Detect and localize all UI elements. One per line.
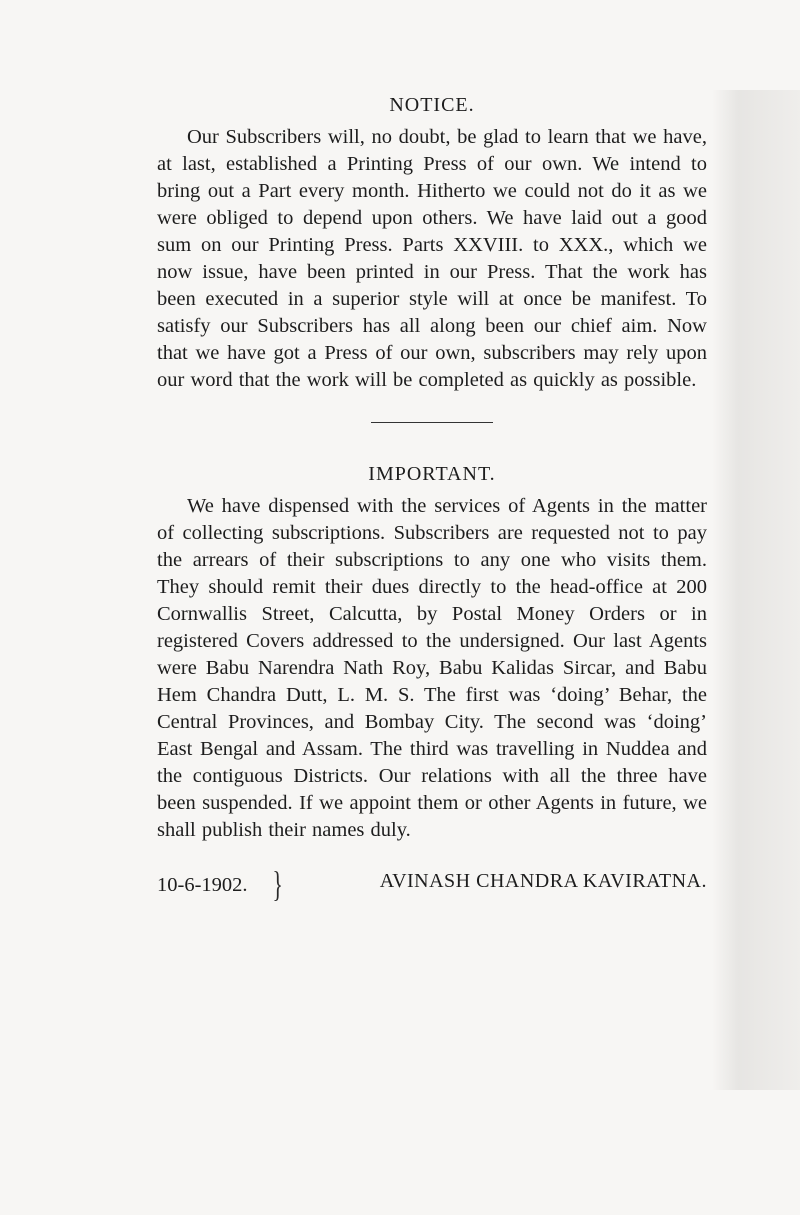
signature-row <box>157 864 707 908</box>
important-heading: IMPORTANT. <box>368 463 496 485</box>
signature-name: AVINASH CHANDRA KAVIRATNA. <box>379 870 707 892</box>
notice-heading: NOTICE. <box>389 94 475 116</box>
important-paragraph: We have dispensed with the services of Agents in the matter of collecting subscriptions. Subscribers are requested not to pay the arrears of their subscriptions to any one who visits them. They should remit their dues directly to the head-office at 200 Cornwallis Street, Calcutta, by Postal Money Orders or in registered Covers addressed to the undersigned. Our last Agents were Babu Narendra Nath Roy, Babu Kalidas Sircar, and Babu Hem Chandra Dutt, L. M. S. The first was ‘doing’ Behar, the Central Provinces, and Bombay City. The second was ‘doing’ East Bengal and Assam. The third was travelling in Nuddea and the contiguous Districts. Our relations with all the three have been suspended. If we appoint them or other Agents in future, we shall publish their names duly. <box>157 495 707 841</box>
signature-date: 10-6-1902. <box>157 874 248 896</box>
notice-paragraph: Our Subscribers will, no doubt, be glad to learn that we have, at last, established a Printing Press of our own. We intend to bring out a Part every month. Hitherto we could not do it as we were obliged to depend upon others. We have laid out a good sum on our Printing Press. Parts XXVIII. to XXX., which we now issue, have been printed in our Press. That the work has been executed in a superior style will at once be manifest. To satisfy our Subscribers has all along been our chief aim. Now that we have got a Press of our own, subscribers may rely upon our word that the work will be completed as quickly as possible. <box>157 126 707 391</box>
date-brace: } <box>272 864 283 904</box>
page-edge-shadow <box>712 90 800 1090</box>
document-body <box>157 92 707 908</box>
section-divider <box>371 422 493 423</box>
